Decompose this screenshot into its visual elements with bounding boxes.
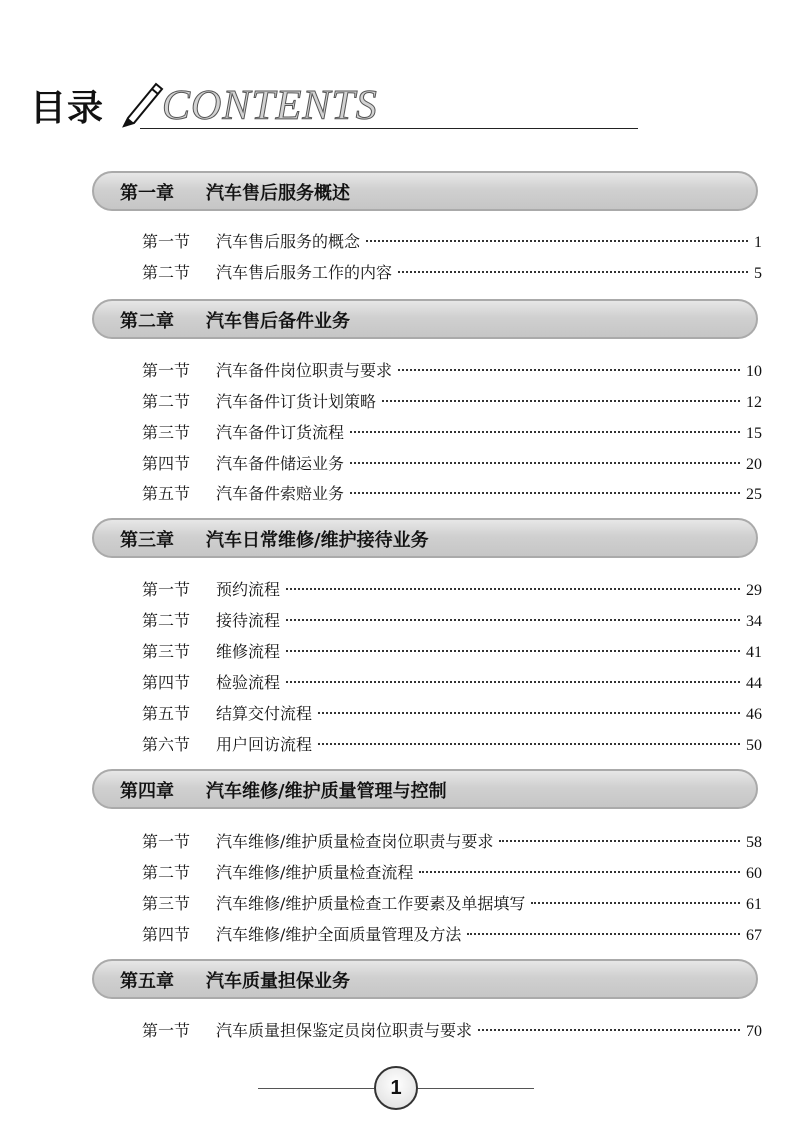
chapter-heading[interactable] [92,299,758,339]
chapter-label: 第二章 [120,311,174,332]
section-label: 第四节 [142,454,191,473]
page-number: 20 [746,456,762,473]
dot-leader [467,931,740,935]
dot-leader [398,269,748,273]
footer-rule-left [258,1088,374,1089]
chapter-label: 第一章 [120,183,174,204]
toc-entry[interactable] [142,260,762,286]
page-number: 1 [754,234,762,251]
toc-entry[interactable] [142,229,762,255]
section-label: 第四节 [142,925,191,944]
toc-entry[interactable] [142,732,762,758]
page-number-badge: 1 [374,1066,418,1110]
section-title: 汽车备件索赔业务 [216,484,345,503]
dot-leader [350,460,740,464]
chapter-label: 第四章 [120,781,174,802]
page-number: 70 [746,1023,762,1040]
section-label: 第四节 [142,673,191,692]
dot-leader [286,679,740,683]
dot-leader [419,869,740,873]
section-title: 汽车备件订货流程 [216,423,345,442]
toc-entry[interactable] [142,922,762,948]
section-title: 汽车备件储运业务 [216,454,345,473]
chapter-label: 第五章 [120,971,174,992]
toc-entry[interactable] [142,608,762,634]
page-number: 50 [746,737,762,754]
page-number: 15 [746,425,762,442]
section-title: 检验流程 [216,673,281,692]
chapter-title: 汽车日常维修/维护接待业务 [206,530,429,551]
chapter-heading[interactable] [92,959,758,999]
toc-title-en: CONTENTS [162,83,378,129]
toc-entry[interactable] [142,670,762,696]
page-number: 12 [746,394,762,411]
dot-leader [350,490,740,494]
section-title: 汽车维修/维护质量检查工作要素及单据填写 [216,894,526,913]
footer-rule-right [418,1088,534,1089]
page-number: 67 [746,927,762,944]
section-title: 汽车维修/维护全面质量管理及方法 [216,925,462,944]
section-label: 第二节 [142,611,191,630]
section-label: 第一节 [142,232,191,251]
dot-leader [350,429,740,433]
header-rule [140,128,638,129]
page-number: 41 [746,644,762,661]
toc-entry[interactable] [142,451,762,477]
section-label: 第二节 [142,392,191,411]
toc-entry[interactable] [142,701,762,727]
section-label: 第一节 [142,361,191,380]
dot-leader [478,1027,740,1031]
dot-leader [499,838,740,842]
section-title: 预约流程 [216,580,281,599]
section-label: 第二节 [142,263,191,282]
section-label: 第一节 [142,1021,191,1040]
chapter-title: 汽车售后服务概述 [206,183,350,204]
section-title: 汽车维修/维护质量检查岗位职责与要求 [216,832,494,851]
section-title: 维修流程 [216,642,281,661]
section-label: 第六节 [142,735,191,754]
page-number: 60 [746,865,762,882]
page-number: 25 [746,486,762,503]
page-number: 58 [746,834,762,851]
chapter-heading[interactable] [92,171,758,211]
page-number: 34 [746,613,762,630]
dot-leader [531,900,740,904]
dot-leader [318,710,740,714]
chapter-title: 汽车质量担保业务 [206,971,350,992]
toc-entry[interactable] [142,481,762,507]
section-title: 汽车售后服务工作的内容 [216,263,393,282]
section-label: 第三节 [142,423,191,442]
chapter-heading[interactable] [92,518,758,558]
toc-entry[interactable] [142,1018,762,1044]
section-label: 第五节 [142,484,191,503]
dot-leader [366,238,748,242]
dot-leader [318,741,740,745]
chapter-heading[interactable] [92,769,758,809]
toc-entry[interactable] [142,420,762,446]
toc-entry[interactable] [142,829,762,855]
toc-entry[interactable] [142,639,762,665]
toc-header [30,78,640,138]
chapter-title: 汽车售后备件业务 [206,311,350,332]
section-label: 第三节 [142,894,191,913]
section-label: 第三节 [142,642,191,661]
pencil-icon [116,80,166,130]
section-title: 汽车售后服务的概念 [216,232,361,251]
section-title: 用户回访流程 [216,735,313,754]
page-number: 61 [746,896,762,913]
toc-entry[interactable] [142,577,762,603]
section-label: 第一节 [142,580,191,599]
section-title: 汽车质量担保鉴定员岗位职责与要求 [216,1021,473,1040]
section-title: 汽车备件岗位职责与要求 [216,361,393,380]
section-label: 第一节 [142,832,191,851]
page-number: 46 [746,706,762,723]
section-label: 第五节 [142,704,191,723]
section-title: 汽车维修/维护质量检查流程 [216,863,414,882]
chapter-title: 汽车维修/维护质量管理与控制 [206,781,447,802]
section-label: 第二节 [142,863,191,882]
dot-leader [286,586,740,590]
chapter-label: 第三章 [120,530,174,551]
dot-leader [382,398,740,402]
toc-entry[interactable] [142,358,762,384]
toc-entry[interactable] [142,891,762,917]
page-number: 10 [746,363,762,380]
page-number: 44 [746,675,762,692]
section-title: 结算交付流程 [216,704,313,723]
section-title: 接待流程 [216,611,281,630]
dot-leader [398,367,740,371]
toc-title-cn: 目录 [30,88,105,129]
dot-leader [286,648,740,652]
toc-entry[interactable] [142,389,762,415]
page-number: 29 [746,582,762,599]
page-number: 5 [754,265,762,282]
section-title: 汽车备件订货计划策略 [216,392,377,411]
dot-leader [286,617,740,621]
toc-entry[interactable] [142,860,762,886]
